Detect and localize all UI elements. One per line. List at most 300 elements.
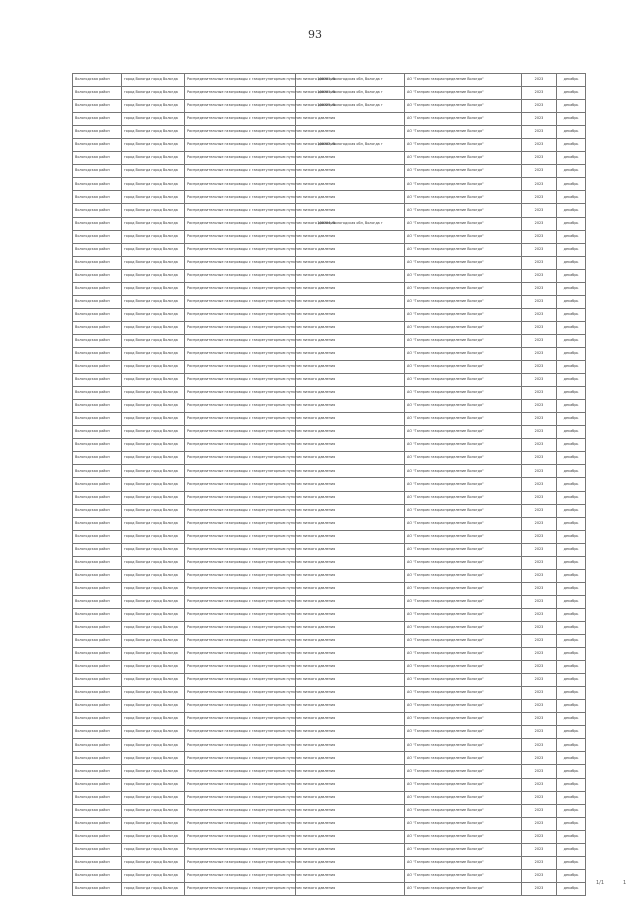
table-row (73, 856, 586, 869)
cell-year: 2023 (522, 178, 557, 191)
cell-region: Вологодская район (73, 217, 122, 230)
cell-description: Распределительные газопроводы с газорегуляторным пунктом низкого давления (185, 126, 296, 139)
cell-city: город Вологда город Вологда (122, 491, 185, 504)
cell-description: Распределительные газопроводы с газорегуляторным пунктом низкого давления (185, 400, 296, 413)
cell-description: Распределительные газопроводы с газорегуляторным пунктом низкого давления (185, 569, 296, 582)
table-row (73, 400, 586, 413)
cell-city: город Вологда город Вологда (122, 700, 185, 713)
cell-city: город Вологда город Вологда (122, 817, 185, 830)
cell-city: город Вологда город Вологда (122, 530, 185, 543)
cell-organization: АО "Газпром газораспределение Вологда" (405, 491, 522, 504)
cell-organization: АО "Газпром газораспределение Вологда" (405, 387, 522, 400)
cell-city: город Вологда город Вологда (122, 739, 185, 752)
cell-region: Вологодская район (73, 843, 122, 856)
table-row (73, 478, 586, 491)
cell-year: 2023 (522, 765, 557, 778)
cell-city: город Вологда город Вологда (122, 204, 185, 217)
table-row (73, 648, 586, 661)
cell-year: 2023 (522, 778, 557, 791)
cell-month: декабрь (557, 517, 586, 530)
cell-city: город Вологда город Вологда (122, 165, 185, 178)
cell-year: 2023 (522, 608, 557, 621)
cell-year: 2023 (522, 856, 557, 869)
cell-month: декабрь (557, 674, 586, 687)
cell-description: Распределительные газопроводы с газорегуляторным пунктом низкого давления (185, 139, 296, 152)
cell-organization: АО "Газпром газораспределение Вологда" (405, 113, 522, 126)
table-row (73, 295, 586, 308)
cell-organization: АО "Газпром газораспределение Вологда" (405, 739, 522, 752)
cell-organization: АО "Газпром газораспределение Вологда" (405, 478, 522, 491)
cell-organization: АО "Газпром газораспределение Вологда" (405, 700, 522, 713)
cell-description: Распределительные газопроводы с газорегуляторным пунктом низкого давления (185, 113, 296, 126)
table-row (73, 543, 586, 556)
cell-city: город Вологда город Вологда (122, 269, 185, 282)
cell-month: декабрь (557, 530, 586, 543)
cell-description: Распределительные газопроводы с газорегуляторным пунктом низкого давления (185, 347, 296, 360)
cell-month: декабрь (557, 308, 586, 321)
cell-region: Вологодская район (73, 713, 122, 726)
cell-description: Распределительные газопроводы с газорегуляторным пунктом низкого давления (185, 152, 296, 165)
cell-month: декабрь (557, 608, 586, 621)
cell-region: Вологодская район (73, 152, 122, 165)
cell-month: декабрь (557, 230, 586, 243)
cell-month: декабрь (557, 830, 586, 843)
cell-month: декабрь (557, 269, 586, 282)
cell-city: город Вологда город Вологда (122, 661, 185, 674)
cell-month: декабрь (557, 765, 586, 778)
cell-description: Распределительные газопроводы с газорегуляторным пунктом низкого давления (185, 295, 296, 308)
table-row (73, 334, 586, 347)
cell-description: Распределительные газопроводы с газорегуляторным пунктом низкого давления (185, 752, 296, 765)
cell-year: 2023 (522, 374, 557, 387)
cell-city: город Вологда город Вологда (122, 217, 185, 230)
cell-organization: АО "Газпром газораспределение Вологда" (405, 804, 522, 817)
cell-month: декабрь (557, 191, 586, 204)
cell-region: Вологодская район (73, 269, 122, 282)
table-row (73, 778, 586, 791)
cell-month: декабрь (557, 87, 586, 100)
cell-month: декабрь (557, 556, 586, 569)
cell-city: город Вологда город Вологда (122, 478, 185, 491)
cell-year: 2023 (522, 674, 557, 687)
cell-address: 160004, Вологодская обл, Вологда г (296, 217, 405, 230)
cell-year: 2023 (522, 635, 557, 648)
cell-region: Вологодская район (73, 295, 122, 308)
cell-city: город Вологда город Вологда (122, 778, 185, 791)
cell-description: Распределительные газопроводы с газорегуляторным пунктом низкого давления (185, 204, 296, 217)
cell-description: Распределительные газопроводы с газорегуляторным пунктом низкого давления (185, 256, 296, 269)
cell-organization: АО "Газпром газораспределение Вологда" (405, 504, 522, 517)
cell-city: город Вологда город Вологда (122, 308, 185, 321)
table-row (73, 374, 586, 387)
cell-region: Вологодская район (73, 648, 122, 661)
cell-year: 2023 (522, 452, 557, 465)
cell-year: 2023 (522, 543, 557, 556)
cell-organization: АО "Газпром газораспределение Вологда" (405, 674, 522, 687)
cell-year: 2023 (522, 334, 557, 347)
cell-month: декабрь (557, 635, 586, 648)
table-row (73, 517, 586, 530)
cell-month: декабрь (557, 126, 586, 139)
cell-city: город Вологда город Вологда (122, 178, 185, 191)
cell-year: 2023 (522, 152, 557, 165)
cell-month: декабрь (557, 426, 586, 439)
cell-year: 2023 (522, 491, 557, 504)
cell-description: Распределительные газопроводы с газорегуляторным пунктом низкого давления (185, 191, 296, 204)
cell-description: Распределительные газопроводы с газорегуляторным пунктом низкого давления (185, 869, 296, 882)
cell-city: город Вологда город Вологда (122, 765, 185, 778)
cell-region: Вологодская район (73, 608, 122, 621)
cell-region: Вологодская район (73, 543, 122, 556)
cell-organization: АО "Газпром газораспределение Вологда" (405, 608, 522, 621)
table-row (73, 178, 586, 191)
cell-city: город Вологда город Вологда (122, 139, 185, 152)
table-row (73, 465, 586, 478)
cell-description: Распределительные газопроводы с газорегуляторным пунктом низкого давления (185, 334, 296, 347)
cell-region: Вологодская район (73, 465, 122, 478)
cell-month: декабрь (557, 361, 586, 374)
cell-region: Вологодская район (73, 282, 122, 295)
cell-region: Вологодская район (73, 491, 122, 504)
cell-month: декабрь (557, 478, 586, 491)
cell-description: Распределительные газопроводы с газорегуляторным пунктом низкого давления (185, 830, 296, 843)
cell-city: город Вологда город Вологда (122, 674, 185, 687)
table-row (73, 843, 586, 856)
table-row (73, 152, 586, 165)
cell-description: Распределительные газопроводы с газорегуляторным пунктом низкого давления (185, 465, 296, 478)
cell-organization: АО "Газпром газораспределение Вологда" (405, 635, 522, 648)
cell-region: Вологодская район (73, 191, 122, 204)
cell-description: Распределительные газопроводы с газорегуляторным пунктом низкого давления (185, 413, 296, 426)
cell-region: Вологодская район (73, 595, 122, 608)
page-number: 93 (308, 28, 322, 41)
table-row (73, 282, 586, 295)
cell-month: декабрь (557, 347, 586, 360)
cell-year: 2023 (522, 347, 557, 360)
cell-region: Вологодская район (73, 230, 122, 243)
cell-description: Распределительные газопроводы с газорегуляторным пунктом низкого давления (185, 217, 296, 230)
cell-organization: АО "Газпром газораспределение Вологда" (405, 843, 522, 856)
cell-month: декабрь (557, 543, 586, 556)
cell-city: город Вологда город Вологда (122, 426, 185, 439)
cell-city: город Вологда город Вологда (122, 74, 185, 87)
cell-region: Вологодская район (73, 674, 122, 687)
cell-organization: АО "Газпром газораспределение Вологда" (405, 308, 522, 321)
cell-city: город Вологда город Вологда (122, 882, 185, 895)
cell-description: Распределительные газопроводы с газорегуляторным пунктом низкого давления (185, 582, 296, 595)
cell-month: декабрь (557, 504, 586, 517)
cell-month: декабрь (557, 869, 586, 882)
cell-month: декабрь (557, 700, 586, 713)
cell-organization: АО "Газпром газораспределение Вологда" (405, 256, 522, 269)
cell-month: декабрь (557, 387, 586, 400)
cell-city: город Вологда город Вологда (122, 452, 185, 465)
cell-region: Вологодская район (73, 726, 122, 739)
cell-year: 2023 (522, 387, 557, 400)
cell-month: декабрь (557, 282, 586, 295)
cell-city: город Вологда город Вологда (122, 230, 185, 243)
cell-description: Распределительные газопроводы с газорегуляторным пунктом низкого давления (185, 700, 296, 713)
cell-description: Распределительные газопроводы с газорегуляторным пунктом низкого давления (185, 778, 296, 791)
table-row (73, 752, 586, 765)
cell-year: 2023 (522, 256, 557, 269)
cell-region: Вологодская район (73, 439, 122, 452)
cell-city: город Вологда город Вологда (122, 413, 185, 426)
cell-region: Вологодская район (73, 256, 122, 269)
table-row (73, 817, 586, 830)
cell-city: город Вологда город Вологда (122, 608, 185, 621)
cell-city: город Вологда город Вологда (122, 726, 185, 739)
cell-description: Распределительные газопроводы с газорегуляторным пунктом низкого давления (185, 882, 296, 895)
cell-month: декабрь (557, 74, 586, 87)
cell-description: Распределительные газопроводы с газорегуляторным пунктом низкого давления (185, 530, 296, 543)
cell-year: 2023 (522, 113, 557, 126)
cell-organization: АО "Газпром газораспределение Вологда" (405, 295, 522, 308)
table-row (73, 739, 586, 752)
cell-month: декабрь (557, 817, 586, 830)
cell-month: декабрь (557, 778, 586, 791)
cell-city: город Вологда город Вологда (122, 387, 185, 400)
cell-month: декабрь (557, 726, 586, 739)
cell-region: Вологодская район (73, 635, 122, 648)
cell-year: 2023 (522, 308, 557, 321)
cell-year: 2023 (522, 556, 557, 569)
cell-description: Распределительные газопроводы с газорегуляторным пунктом низкого давления (185, 843, 296, 856)
cell-city: город Вологда город Вологда (122, 687, 185, 700)
cell-region: Вологодская район (73, 334, 122, 347)
cell-description: Распределительные газопроводы с газорегуляторным пунктом низкого давления (185, 556, 296, 569)
table-row (73, 243, 586, 256)
cell-month: декабрь (557, 582, 586, 595)
cell-region: Вологодская район (73, 700, 122, 713)
cell-organization: АО "Газпром газораспределение Вологда" (405, 321, 522, 334)
cell-city: город Вологда город Вологда (122, 595, 185, 608)
table-row (73, 439, 586, 452)
cell-region: Вологодская район (73, 687, 122, 700)
cell-city: город Вологда город Вологда (122, 439, 185, 452)
cell-region: Вологодская район (73, 856, 122, 869)
cell-year: 2023 (522, 413, 557, 426)
cell-organization: АО "Газпром газораспределение Вологда" (405, 661, 522, 674)
table-row (73, 347, 586, 360)
registry-sheet (72, 73, 579, 896)
cell-year: 2023 (522, 204, 557, 217)
cell-organization: АО "Газпром газораспределение Вологда" (405, 152, 522, 165)
table-row (73, 791, 586, 804)
cell-year: 2023 (522, 648, 557, 661)
cell-region: Вологодская район (73, 517, 122, 530)
cell-month: декабрь (557, 491, 586, 504)
cell-city: город Вологда город Вологда (122, 517, 185, 530)
cell-organization: АО "Газпром газораспределение Вологда" (405, 452, 522, 465)
table-row (73, 191, 586, 204)
cell-city: город Вологда город Вологда (122, 191, 185, 204)
cell-description: Распределительные газопроводы с газорегуляторным пунктом низкого давления (185, 230, 296, 243)
cell-city: город Вологда город Вологда (122, 843, 185, 856)
cell-address: 160025, Вологодская обл, Вологда г (296, 100, 405, 113)
cell-description: Распределительные газопроводы с газорегуляторным пунктом низкого давления (185, 621, 296, 634)
cell-year: 2023 (522, 191, 557, 204)
cell-year: 2023 (522, 87, 557, 100)
table-row (73, 661, 586, 674)
cell-region: Вологодская район (73, 178, 122, 191)
cell-region: Вологодская район (73, 752, 122, 765)
cell-year: 2023 (522, 439, 557, 452)
cell-description: Распределительные газопроводы с газорегуляторным пунктом низкого давления (185, 543, 296, 556)
cell-month: декабрь (557, 334, 586, 347)
cell-description: Распределительные газопроводы с газорегуляторным пунктом низкого давления (185, 739, 296, 752)
cell-description: Распределительные газопроводы с газорегуляторным пунктом низкого давления (185, 817, 296, 830)
cell-city: город Вологда город Вологда (122, 347, 185, 360)
cell-description: Распределительные газопроводы с газорегуляторным пунктом низкого давления (185, 269, 296, 282)
cell-month: декабрь (557, 569, 586, 582)
cell-month: декабрь (557, 843, 586, 856)
table-row (73, 765, 586, 778)
cell-city: город Вологда город Вологда (122, 556, 185, 569)
cell-organization: АО "Газпром газораспределение Вологда" (405, 752, 522, 765)
table-row (73, 882, 586, 895)
cell-month: декабрь (557, 882, 586, 895)
cell-description: Распределительные газопроводы с газорегуляторным пунктом низкого давления (185, 178, 296, 191)
cell-organization: АО "Газпром газораспределение Вологда" (405, 543, 522, 556)
cell-year: 2023 (522, 126, 557, 139)
corner-mark: 1/1 (596, 880, 605, 886)
cell-organization: АО "Газпром газораспределение Вологда" (405, 856, 522, 869)
cell-region: Вологодская район (73, 869, 122, 882)
cell-description: Распределительные газопроводы с газорегуляторным пунктом низкого давления (185, 765, 296, 778)
cell-year: 2023 (522, 791, 557, 804)
cell-year: 2023 (522, 426, 557, 439)
cell-month: декабрь (557, 791, 586, 804)
cell-city: город Вологда город Вологда (122, 256, 185, 269)
cell-region: Вологодская район (73, 74, 122, 87)
cell-organization: АО "Газпром газораспределение Вологда" (405, 817, 522, 830)
cell-year: 2023 (522, 869, 557, 882)
cell-year: 2023 (522, 243, 557, 256)
table-row (73, 504, 586, 517)
cell-description: Распределительные газопроводы с газорегуляторным пунктом низкого давления (185, 674, 296, 687)
cell-region: Вологодская район (73, 321, 122, 334)
cell-region: Вологодская район (73, 87, 122, 100)
cell-region: Вологодская район (73, 791, 122, 804)
table-row (73, 804, 586, 817)
table-row (73, 165, 586, 178)
cell-description: Распределительные газопроводы с газорегуляторным пунктом низкого давления (185, 426, 296, 439)
cell-organization: АО "Газпром газораспределение Вологда" (405, 374, 522, 387)
cell-description: Распределительные газопроводы с газорегуляторным пунктом низкого давления (185, 374, 296, 387)
cell-year: 2023 (522, 595, 557, 608)
cell-description: Распределительные газопроводы с газорегуляторным пунктом низкого давления (185, 517, 296, 530)
cell-year: 2023 (522, 321, 557, 334)
cell-organization: АО "Газпром газораспределение Вологда" (405, 139, 522, 152)
cell-month: декабрь (557, 856, 586, 869)
cell-region: Вологодская район (73, 817, 122, 830)
cell-city: город Вологда город Вологда (122, 830, 185, 843)
cell-organization: АО "Газпром газораспределение Вологда" (405, 217, 522, 230)
table-row (73, 217, 586, 230)
table-row (73, 674, 586, 687)
cell-description: Распределительные газопроводы с газорегуляторным пунктом низкого давления (185, 87, 296, 100)
cell-description: Распределительные газопроводы с газорегуляторным пунктом низкого давления (185, 165, 296, 178)
cell-year: 2023 (522, 569, 557, 582)
cell-year: 2023 (522, 817, 557, 830)
cell-organization: АО "Газпром газораспределение Вологда" (405, 648, 522, 661)
cell-address: 160002, Вологодская обл, Вологда г (296, 139, 405, 152)
cell-month: декабрь (557, 713, 586, 726)
cell-year: 2023 (522, 465, 557, 478)
table-row (73, 452, 586, 465)
cell-month: декабрь (557, 752, 586, 765)
cell-city: город Вологда город Вологда (122, 152, 185, 165)
cell-organization: АО "Газпром газораспределение Вологда" (405, 830, 522, 843)
cell-city: город Вологда город Вологда (122, 361, 185, 374)
cell-month: декабрь (557, 243, 586, 256)
cell-month: декабрь (557, 687, 586, 700)
cell-description: Распределительные газопроводы с газорегуляторным пунктом низкого давления (185, 608, 296, 621)
cell-region: Вологодская район (73, 621, 122, 634)
cell-year: 2023 (522, 295, 557, 308)
cell-city: город Вологда город Вологда (122, 856, 185, 869)
cell-city: город Вологда город Вологда (122, 126, 185, 139)
table-row (73, 830, 586, 843)
cell-year: 2023 (522, 478, 557, 491)
cell-month: декабрь (557, 165, 586, 178)
cell-year: 2023 (522, 100, 557, 113)
cell-region: Вологодская район (73, 361, 122, 374)
cell-organization: АО "Газпром газораспределение Вологда" (405, 269, 522, 282)
cell-year: 2023 (522, 269, 557, 282)
cell-month: декабрь (557, 152, 586, 165)
cell-organization: АО "Газпром газораспределение Вологда" (405, 726, 522, 739)
cell-year: 2023 (522, 504, 557, 517)
cell-description: Распределительные газопроводы с газорегуляторным пунктом низкого давления (185, 804, 296, 817)
table-row (73, 635, 586, 648)
cell-city: город Вологда город Вологда (122, 621, 185, 634)
cell-organization: АО "Газпром газораспределение Вологда" (405, 230, 522, 243)
cell-organization: АО "Газпром газораспределение Вологда" (405, 439, 522, 452)
table-row (73, 387, 586, 400)
cell-description: Распределительные газопроводы с газорегуляторным пунктом низкого давления (185, 439, 296, 452)
table-row (73, 269, 586, 282)
cell-year: 2023 (522, 739, 557, 752)
cell-organization: АО "Газпром газораспределение Вологда" (405, 165, 522, 178)
cell-month: декабрь (557, 204, 586, 217)
cell-region: Вологодская район (73, 413, 122, 426)
cell-description: Распределительные газопроводы с газорегуляторным пунктом низкого давления (185, 856, 296, 869)
table-row (73, 87, 586, 100)
cell-description: Распределительные газопроводы с газорегуляторным пунктом низкого давления (185, 635, 296, 648)
cell-region: Вологодская район (73, 661, 122, 674)
cell-month: декабрь (557, 256, 586, 269)
cell-year: 2023 (522, 713, 557, 726)
cell-address: 160001, Вологодская обл, Вологда г (296, 87, 405, 100)
table-row (73, 139, 586, 152)
table-row (73, 608, 586, 621)
cell-organization: АО "Газпром газораспределение Вологда" (405, 282, 522, 295)
cell-month: декабрь (557, 439, 586, 452)
cell-city: город Вологда город Вологда (122, 400, 185, 413)
cell-month: декабрь (557, 465, 586, 478)
cell-organization: АО "Газпром газораспределение Вологда" (405, 243, 522, 256)
cell-year: 2023 (522, 700, 557, 713)
cell-city: город Вологда город Вологда (122, 465, 185, 478)
cell-city: город Вологда город Вологда (122, 321, 185, 334)
cell-month: декабрь (557, 100, 586, 113)
cell-year: 2023 (522, 230, 557, 243)
cell-region: Вологодская район (73, 400, 122, 413)
cell-month: декабрь (557, 400, 586, 413)
cell-month: декабрь (557, 739, 586, 752)
